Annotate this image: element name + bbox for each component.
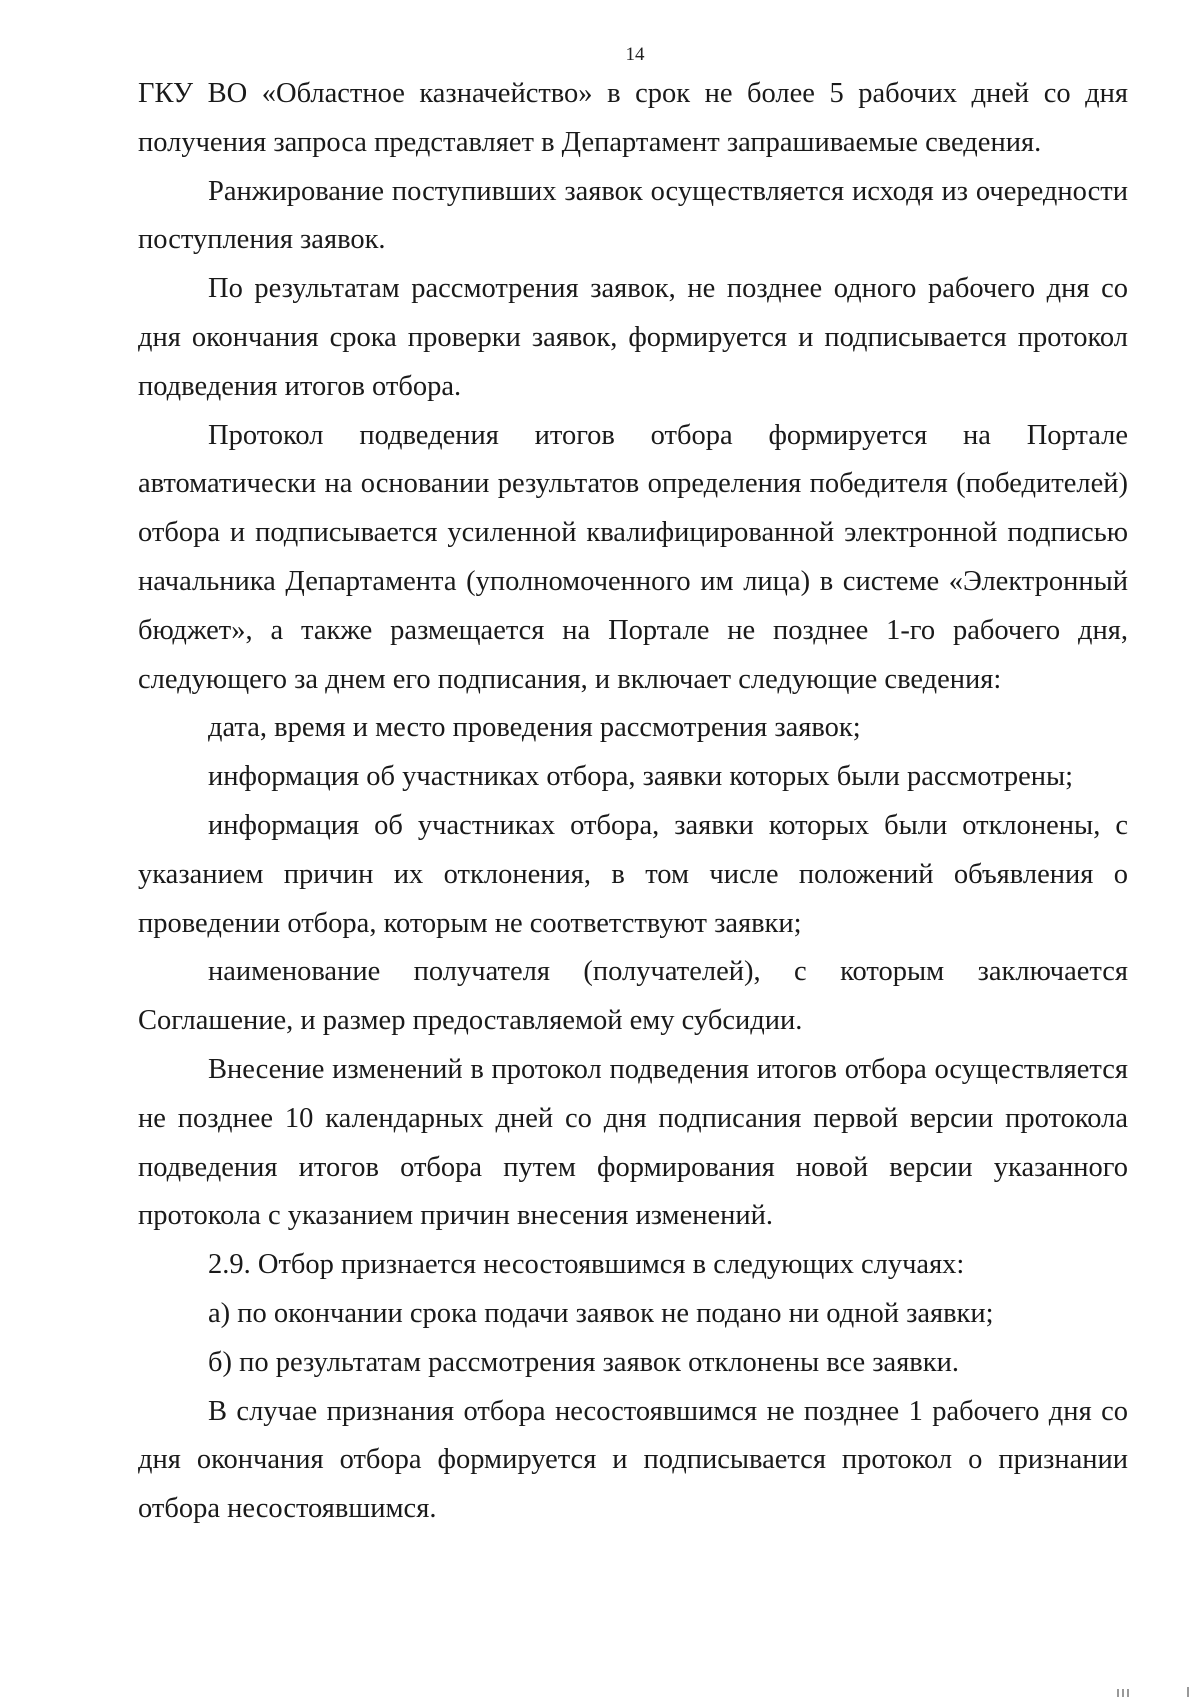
- list-item-reviewed-participants: информация об участниках отбора, заявки которых были рассмотрены;: [208, 761, 1074, 793]
- document-body: [138, 70, 1128, 1534]
- paragraph-protocol: Протокол подведения итогов отбора формируется на Портале автоматически на основании результатов определения победителя (победителей) отбора и подписывается усиленной квалифицированной электронной подписью начальника Департамента (уполномоченного им лица) в системе «Электронный бюджет», а также размещается на Портале не позднее 1-го рабочего дня, следующего за днем его подписания, и включает следующие сведения:: [138, 419, 1128, 695]
- page-number: 14: [625, 44, 645, 65]
- list-item-case-b: б) по результатам рассмотрения заявок отклонены все заявки.: [208, 1346, 959, 1378]
- paragraph-review-results: По результатам рассмотрения заявок, не позднее одного рабочего дня со дня окончания срока проверки заявок, формируется и подписывается протокол подведения итогов отбора.: [138, 273, 1128, 402]
- paragraph-protocol-changes: Внесение изменений в протокол подведения итогов отбора осуществляется не позднее 10 календарных дней со дня подписания первой версии протокола подведения итогов отбора путем формирования новой версии указанного протокола с указанием причин внесения изменений.: [138, 1053, 1128, 1232]
- scan-edge-marks: [1060, 1677, 1200, 1697]
- paragraph-ranking: Ранжирование поступивших заявок осуществляется исходя из очередности поступления заявок.: [138, 175, 1128, 256]
- section-2-9-heading: 2.9. Отбор признается несостоявшимся в следующих случаях:: [208, 1249, 965, 1281]
- paragraph-failed-selection: В случае признания отбора несостоявшимся не позднее 1 рабочего дня со дня окончания отбора формируется и подписывается протокол о признании отбора несостоявшимся.: [138, 1395, 1128, 1525]
- list-item-recipient: наименование получателя (получателей), с которым заключается Соглашение, и размер предоставляемой ему субсидии.: [138, 956, 1128, 1037]
- paragraph-treasury-info: ГКУ ВО «Областное казначейство» в срок не более 5 рабочих дней со дня получения запроса представляет в Департамент запрашиваемые сведения.: [138, 78, 1128, 158]
- list-item-case-a: а) по окончании срока подачи заявок не подано ни одной заявки;: [208, 1297, 994, 1329]
- list-item-rejected-participants: информация об участниках отбора, заявки которых были отклонены, с указанием причин их отклонения, в том числе положений объявления о проведении отбора, которым не соответствуют заявки;: [138, 809, 1128, 939]
- list-item-date-time-place: дата, время и место проведения рассмотрения заявок;: [208, 712, 861, 744]
